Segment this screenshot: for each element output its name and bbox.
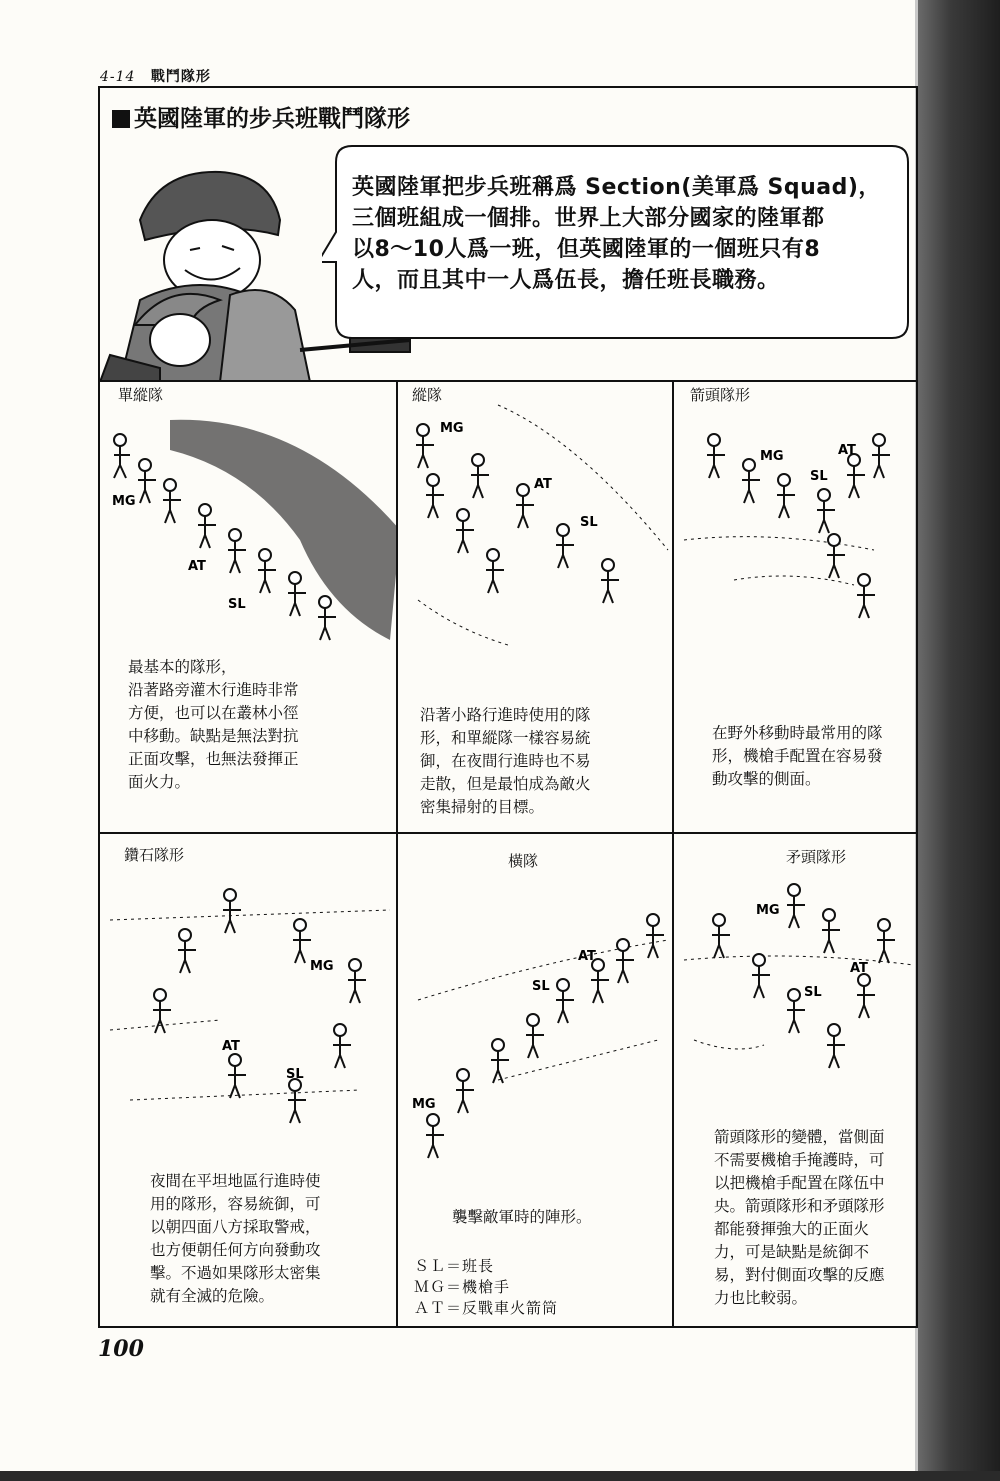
panel-label-diamond: 鑽石隊形 <box>124 846 185 864</box>
arrowhead-illustration <box>674 410 918 630</box>
grid-divider <box>98 832 918 834</box>
marker-at: AT <box>534 477 552 492</box>
marker-mg: MG <box>112 494 136 509</box>
column-illustration <box>398 400 672 650</box>
grid-divider <box>98 380 918 382</box>
marker-at: AT <box>222 1039 240 1054</box>
running-header <box>100 66 211 86</box>
title-square-icon <box>112 110 130 128</box>
bubble-line: 英國陸軍把步兵班稱爲 Section(美軍爲 Squad)， <box>352 175 881 200</box>
caption-arrowhead: 在野外移動時最常用的隊 形，機槍手配置在容易發 動攻擊的側面。 <box>712 724 883 788</box>
legend <box>414 1256 558 1319</box>
marker-sl: SL <box>228 597 246 612</box>
caption-diamond: 夜間在平坦地區行進時使 用的隊形，容易統御，可 以朝四面八方採取警戒， 也方便朝任何方向發動攻 擊。不過如果隊形太密集 就有全滅的危險。 <box>150 1172 321 1305</box>
diamond-illustration <box>100 870 396 1140</box>
speech-bubble-text <box>352 172 900 296</box>
legend-at: ＡＴ＝反戰車火箭筒 <box>414 1299 559 1317</box>
marker-at: AT <box>850 961 868 976</box>
marker-mg: MG <box>412 1097 436 1112</box>
chapter-title: 戰鬥隊形 <box>150 69 211 85</box>
caption-spearhead: 箭頭隊形的變體，當側面 不需要機槍手掩護時，可 以把機槍手配置在隊伍中 央。箭頭隊形和矛頭隊形 都能發揮強大的正面火 力，可是缺點是統御不 易，對付側面攻擊的反應 力也比較弱。 <box>714 1128 885 1307</box>
marker-sl: SL <box>580 515 598 530</box>
caption-single-file: 最基本的隊形， 沿著路旁灌木行進時非常 方便，也可以在叢林小徑 中移動。缺點是無法對抗 正面攻擊，也無法發揮正 面火力。 <box>128 658 299 791</box>
marker-at: AT <box>838 443 856 458</box>
panel-label-column: 縱隊 <box>412 386 443 404</box>
marker-at: AT <box>188 559 206 574</box>
book-gutter-shadow <box>918 0 1000 1481</box>
marker-sl: SL <box>804 985 822 1000</box>
marker-sl: SL <box>810 469 828 484</box>
marker-mg: MG <box>440 421 464 436</box>
panel-label-spearhead: 矛頭隊形 <box>786 848 847 866</box>
spearhead-illustration <box>674 870 918 1120</box>
panel-label-single-file: 單縱隊 <box>118 386 164 404</box>
page-number: 100 <box>98 1336 144 1362</box>
bubble-line: 以8～10人爲一班，但英國陸軍的一個班只有8 <box>352 237 821 262</box>
bubble-line: 人，而且其中一人爲伍長，擔任班長職務。 <box>352 268 780 293</box>
panel-label-line: 橫隊 <box>508 852 539 870</box>
bottom-shadow <box>0 1471 1000 1481</box>
legend-sl: ＳＬ＝班長 <box>414 1257 495 1275</box>
marker-at: AT <box>578 949 596 964</box>
marker-sl: SL <box>532 979 550 994</box>
single-file-illustration <box>100 410 396 650</box>
section-title: 英國陸軍的步兵班戰鬥隊形 <box>112 100 410 133</box>
caption-column: 沿著小路行進時使用的隊 形，和單縱隊一樣容易統 御，在夜間行進時也不易 走散，但是最怕成為敵火 密集掃射的目標。 <box>420 706 591 816</box>
caption-line: 襲擊敵軍時的陣形。 <box>452 1208 592 1226</box>
marker-mg: MG <box>760 449 784 464</box>
legend-mg: ＭＧ＝機槍手 <box>414 1278 511 1296</box>
marker-mg: MG <box>310 959 334 974</box>
marker-sl: SL <box>286 1067 304 1082</box>
page-code: 4-14 <box>100 69 136 85</box>
line-illustration <box>398 880 672 1170</box>
bubble-line: 三個班組成一個排。世界上大部分國家的陸軍都 <box>352 206 825 231</box>
panel-label-arrowhead: 箭頭隊形 <box>690 386 751 404</box>
marker-mg: MG <box>756 903 780 918</box>
